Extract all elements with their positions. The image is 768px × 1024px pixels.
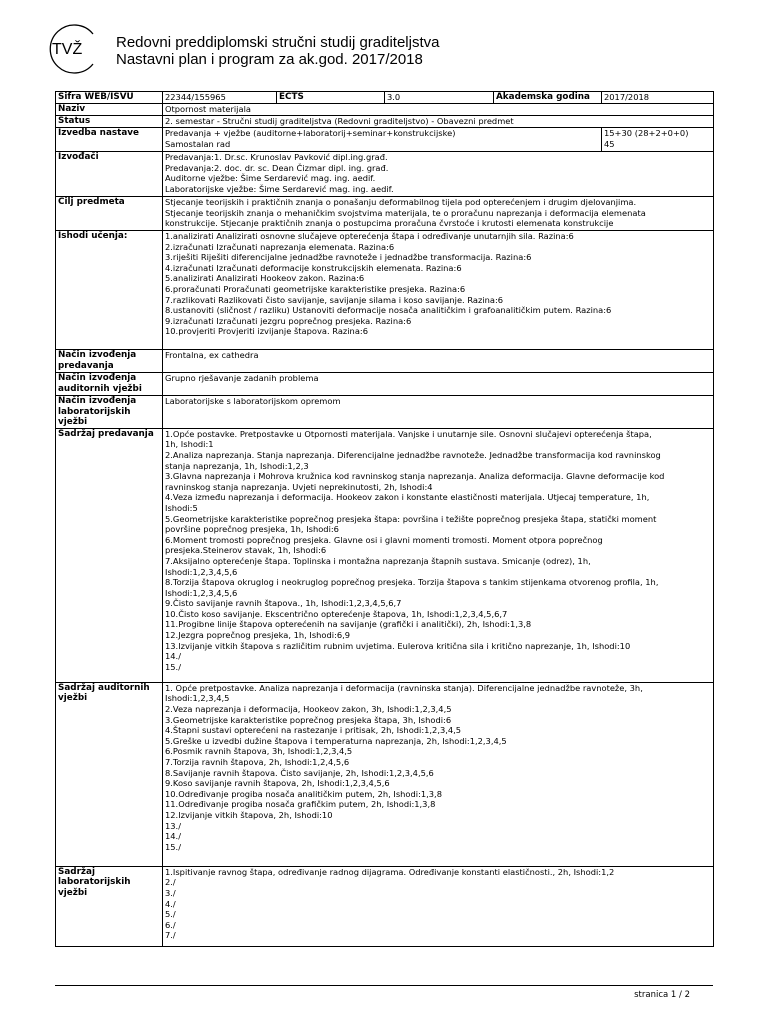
- sifra-value: 22344/155965: [163, 92, 277, 104]
- laboratorijska-line: 1.Ispitivanje ravnog štapa, određivanje radnog dijagrama. Određivanje konstanti elastičnosti., 2h, Ishodi:1,2: [165, 866, 615, 877]
- sadrzaj-predavanja-label: Sadržaj predavanja: [56, 428, 163, 682]
- sadrzaj-predavanja-value: [163, 428, 714, 682]
- auditorna-line: 2.Veza naprezanja i deformacija, Hookeov zakon, 3h, Ishodi:1,2,3,4,5: [165, 703, 452, 714]
- izvedba-hours-line: 15+30 (28+2+0+0): [604, 128, 689, 138]
- table-row-naziv: [56, 104, 714, 116]
- sadrzaj-auditornih-label: Sadržaj auditornih vježbi: [56, 682, 163, 866]
- auditorna-line: 11.Određivanje progiba nosača grafičkim putem, 2h, Ishodi:1,3,8: [165, 799, 436, 810]
- predavanje-line: presjeka.Steinerov stavak, 1h, Ishodi:6: [165, 545, 327, 556]
- ishod-line: 8.ustanoviti (sličnost / razliku) Ustanoviti deformacije nosača analitičkim i grafoanalitičkim putem. Razina:6: [165, 305, 612, 316]
- akademska-godina-value: 2017/2018: [602, 92, 714, 104]
- auditorna-line: 9.Koso savijanje ravnih štapova, 2h, Ishodi:1,2,3,4,5,6: [165, 778, 390, 789]
- izvedba-hours: [602, 128, 714, 152]
- izvedba-hours-line: 45: [604, 138, 615, 149]
- document-header: [46, 16, 726, 76]
- tvz-logo: [46, 20, 104, 78]
- table-row-nacin-auditornih: [56, 373, 714, 396]
- izvedba-label: Izvedba nastave: [56, 128, 163, 152]
- ishod-line: 9.izračunati Izračunati jezgru poprečnog presjeka. Razina:6: [165, 315, 412, 326]
- ects-label: ECTS: [277, 92, 385, 104]
- cilj-value: [163, 197, 714, 231]
- table-row-izvedba: [56, 128, 714, 152]
- nacin-predavanja-label: Način izvođenja predavanja: [56, 350, 163, 373]
- predavanje-line: stanja naprezanja, 1h, Ishodi:1,2,3: [165, 460, 309, 471]
- predavanje-line: 5.Geometrijske karakteristike poprečnog presjeka štapa: površina i težište poprečnog presjeka štapa, statički moment: [165, 513, 657, 524]
- nacin-auditornih-label: Način izvođenja auditornih vježbi: [56, 373, 163, 396]
- predavanje-line: 8.Torzija štapova okruglog i neokruglog poprečnog presjeka. Torzija štapova s tankim stijenkama otvorenog profila, 1h,: [165, 577, 659, 588]
- predavanje-line: 9.Čisto savijanje ravnih štapova., 1h, Ishodi:1,2,3,4,5,6,7: [165, 598, 402, 609]
- auditorna-line: 1. Opće pretpostavke. Analiza naprezanja i deformacija (ravninska stanja). Diferencijalne jednadžbe ravnoteže, 3h,: [165, 682, 643, 693]
- nacin-auditornih-value: Grupno rješavanje zadanih problema: [163, 373, 714, 396]
- izvedba-value: [163, 128, 602, 152]
- table-row-izvodaci: [56, 152, 714, 197]
- sadrzaj-auditornih-value: [163, 682, 714, 866]
- auditorna-line: 8.Savijanje ravnih štapova. Čisto savijanje, 2h, Ishodi:1,2,3,4,5,6: [165, 767, 434, 778]
- predavanje-line: 1.Opće postavke. Pretpostavke u Otpornosti materijala. Vanjske i unutarnje sile. Osnovni slučajevi opterećenja štapa,: [165, 428, 652, 439]
- izvedba-line: Predavanja + vježbe (auditorne+laboratorij+seminar+konstrukcijske): [165, 128, 456, 138]
- akademska-godina-label: Akademska godina: [494, 92, 602, 104]
- auditorna-line: 13./: [165, 820, 181, 831]
- ishod-line: 1.analizirati Analizirati osnovne slučajeve opterećenja štapa i određivanje unutarnjih sila. Razina:6: [165, 231, 574, 241]
- laboratorijska-line: 2./: [165, 877, 176, 888]
- auditorna-line: 15./: [165, 841, 181, 852]
- predavanje-line: 14./: [165, 651, 181, 662]
- ishod-line: 4.izračunati Izračunati deformacije konstrukcijskih elemenata. Razina:6: [165, 262, 462, 273]
- ishodi-label: Ishodi učenja:: [56, 231, 163, 350]
- predavanje-line: Ishodi:5: [165, 502, 198, 513]
- table-row-nacin-laboratorijskih: [56, 396, 714, 429]
- izvedba-line: Samostalan rad: [165, 138, 231, 149]
- predavanje-line: 7.Aksijalno opterećenje štapa. Toplinska i montažna naprezanja štapnih sustava. Smicanje (odrez), 1h,: [165, 555, 591, 566]
- ishod-line: 6.proračunati Proračunati geometrijske karakteristike presjeka. Razina:6: [165, 283, 466, 294]
- auditorna-line: 6.Posmik ravnih štapova, 3h, Ishodi:1,2,3,4,5: [165, 746, 353, 757]
- table-row-sadrzaj-laboratorijskih: [56, 866, 714, 946]
- cilj-line: Stjecanje teorijskih i praktičnih znanja o ponašanju deformabilnog tijela pod opterećenjem i drugim djelovanjima.: [165, 197, 637, 207]
- cilj-label: Cilj predmeta: [56, 197, 163, 231]
- izvodaci-value: [163, 152, 714, 197]
- naziv-label: Naziv: [56, 104, 163, 116]
- auditorna-line: 14./: [165, 831, 181, 842]
- nacin-laboratorijskih-label: Način izvođenja laboratorijskih vježbi: [56, 396, 163, 429]
- auditorna-line: Ishodi:1,2,3,4,5: [165, 693, 230, 704]
- predavanje-line: 13.Izvijanje vitkih štapova s različitim rubnim uvjetima. Eulerova kritična sila i kritično naprezanje, 1h, Ishodi:10: [165, 640, 631, 651]
- predavanje-line: 6.Moment tromosti poprečnog presjeka. Glavne osi i glavni momenti tromosti. Moment otpora poprečnog: [165, 534, 603, 545]
- sadrzaj-laboratorijskih-label: Sadržaj laboratorijskih vježbi: [56, 866, 163, 946]
- predavanje-line: 1h, Ishodi:1: [165, 439, 214, 450]
- izvodac-line: Predavanja:2. doc. dr. sc. Dean Čizmar dipl. ing. građ.: [165, 162, 389, 173]
- logo-text: TVŽ: [52, 41, 83, 58]
- ishod-line: 10.provjeriti Provjeriti izvijanje štapova. Razina:6: [165, 326, 368, 337]
- predavanje-line: 4.Veza između naprezanja i deformacija. Hookeov zakon i konstante elastičnosti materijala. Utjecaj temperature, 1h,: [165, 492, 650, 503]
- auditorna-line: 4.Štapni sustavi opterećeni na rastezanje i pritisak, 2h, Ishodi:1,2,3,4,5: [165, 725, 462, 736]
- predavanje-line: 2.Analiza naprezanja. Stanja naprezanja. Diferencijalne jednadžbe ravnoteže. Jednadžbe transformacija kod ravninskog: [165, 449, 661, 460]
- ishod-line: 2.izračunati Izračunati naprezanja elemenata. Razina:6: [165, 241, 395, 252]
- ects-value: 3.0: [385, 92, 494, 104]
- sifra-label: Šifra WEB/ISVU: [56, 92, 163, 104]
- ishod-line: 3.riješiti Riješiti diferencijalne jednadžbe ravnoteže i jednadžbe transformacija. Razina:6: [165, 252, 532, 263]
- table-row-nacin-predavanja: [56, 350, 714, 373]
- predavanje-line: 15./: [165, 661, 181, 672]
- auditorna-line: 5.Greške u izvedbi dužine štapova i temperaturna naprezanja, 2h, Ishodi:1,2,3,4,5: [165, 735, 507, 746]
- table-row-ishodi: [56, 231, 714, 350]
- table-row-sadrzaj-auditornih: [56, 682, 714, 866]
- laboratorijska-line: 3./: [165, 887, 176, 898]
- table-row-sadrzaj-predavanja: [56, 428, 714, 682]
- cilj-line: konstrukcije. Stjecanje praktičnih znanja o postupcima proračuna čvrstoće i krutosti elemenata konstrukcije: [165, 218, 614, 229]
- status-value: 2. semestar - Stručni studij graditeljstva (Redovni graditeljstvo) - Obavezni predmet: [163, 116, 714, 128]
- table-row-sifra: [56, 92, 714, 104]
- izvodac-line: Auditorne vježbe: Šime Serdarević mag. ing. aedif.: [165, 173, 376, 184]
- predavanje-line: 3.Glavna naprezanja i Mohrova kružnica kod ravninskog stanja naprezanja. Analiza deformacija. Glavne deformacije kod: [165, 471, 665, 482]
- laboratorijska-line: 7./: [165, 930, 176, 941]
- auditorna-line: 3.Geometrijske karakteristike poprečnog presjeka štapa, 3h, Ishodi:6: [165, 714, 452, 725]
- predavanje-line: površine poprečnog presjeka, 1h, Ishodi:6: [165, 524, 339, 535]
- status-label: Status: [56, 116, 163, 128]
- izvodaci-label: Izvođači: [56, 152, 163, 197]
- naziv-value: Otpornost materijala: [163, 104, 714, 116]
- nacin-laboratorijskih-value: Laboratorijske s laboratorijskom opremom: [163, 396, 714, 429]
- predavanje-line: 12.Jezgra poprečnog presjeka, 1h, Ishodi:6,9: [165, 630, 351, 641]
- ishodi-value: [163, 231, 714, 350]
- izvodac-line: Predavanja:1. Dr.sc. Krunoslav Pavković dipl.ing.građ.: [165, 152, 388, 162]
- course-table: [55, 91, 714, 947]
- izvodac-line: Laboratorijske vježbe: Šime Serdarević mag. ing. aedif.: [165, 183, 394, 194]
- predavanje-line: Ishodi:1,2,3,4,5,6: [165, 587, 238, 598]
- nacin-predavanja-value: Frontalna, ex cathedra: [163, 350, 714, 373]
- ishod-line: 7.razlikovati Razlikovati čisto savijanje, savijanje silama i koso savijanje. Razina:6: [165, 294, 504, 305]
- ishod-line: 5.analizirati Analizirati Hookeov zakon. Razina:6: [165, 273, 365, 284]
- plan-title: Nastavni plan i program za ak.god. 2017/2018: [116, 51, 423, 68]
- auditorna-line: 12.Izvijanje vitkih štapova, 2h, Ishodi:10: [165, 809, 333, 820]
- study-program-title: Redovni preddiplomski stručni studij graditeljstva: [116, 34, 440, 51]
- predavanje-line: Ishodi:1,2,3,4,5,6: [165, 566, 238, 577]
- auditorna-line: 10.Određivanje progiba nosača analitičkim putem, 2h, Ishodi:1,3,8: [165, 788, 442, 799]
- predavanje-line: ravninskog stanja naprezanja. Uvjeti neprekinutosti, 2h, Ishodi:4: [165, 481, 433, 492]
- footer-divider: [55, 985, 713, 986]
- laboratorijska-line: 6./: [165, 919, 176, 930]
- auditorna-line: 7.Torzija ravnih štapova, 2h, Ishodi:1,2,4,5,6: [165, 756, 350, 767]
- table-row-cilj: [56, 197, 714, 231]
- predavanje-line: 10.Čisto koso savijanje. Ekscentrično opterećenje štapova, 1h, Ishodi:1,2,3,4,5,6,7: [165, 608, 508, 619]
- laboratorijska-line: 5./: [165, 909, 176, 920]
- cilj-line: Stjecanje teorijskih znanja o mehaničkim svojstvima materijala, te o proračunu naprezanja i deformacija elemenata: [165, 207, 646, 218]
- laboratorijska-line: 4./: [165, 898, 176, 909]
- page-number: stranica 1 / 2: [634, 990, 690, 1000]
- sadrzaj-laboratorijskih-value: [163, 866, 714, 946]
- table-row-status: [56, 116, 714, 128]
- predavanje-line: 11.Progibne linije štapova opterećenih na savijanje (grafički i analitički), 2h, Ishodi:1,3,8: [165, 619, 532, 630]
